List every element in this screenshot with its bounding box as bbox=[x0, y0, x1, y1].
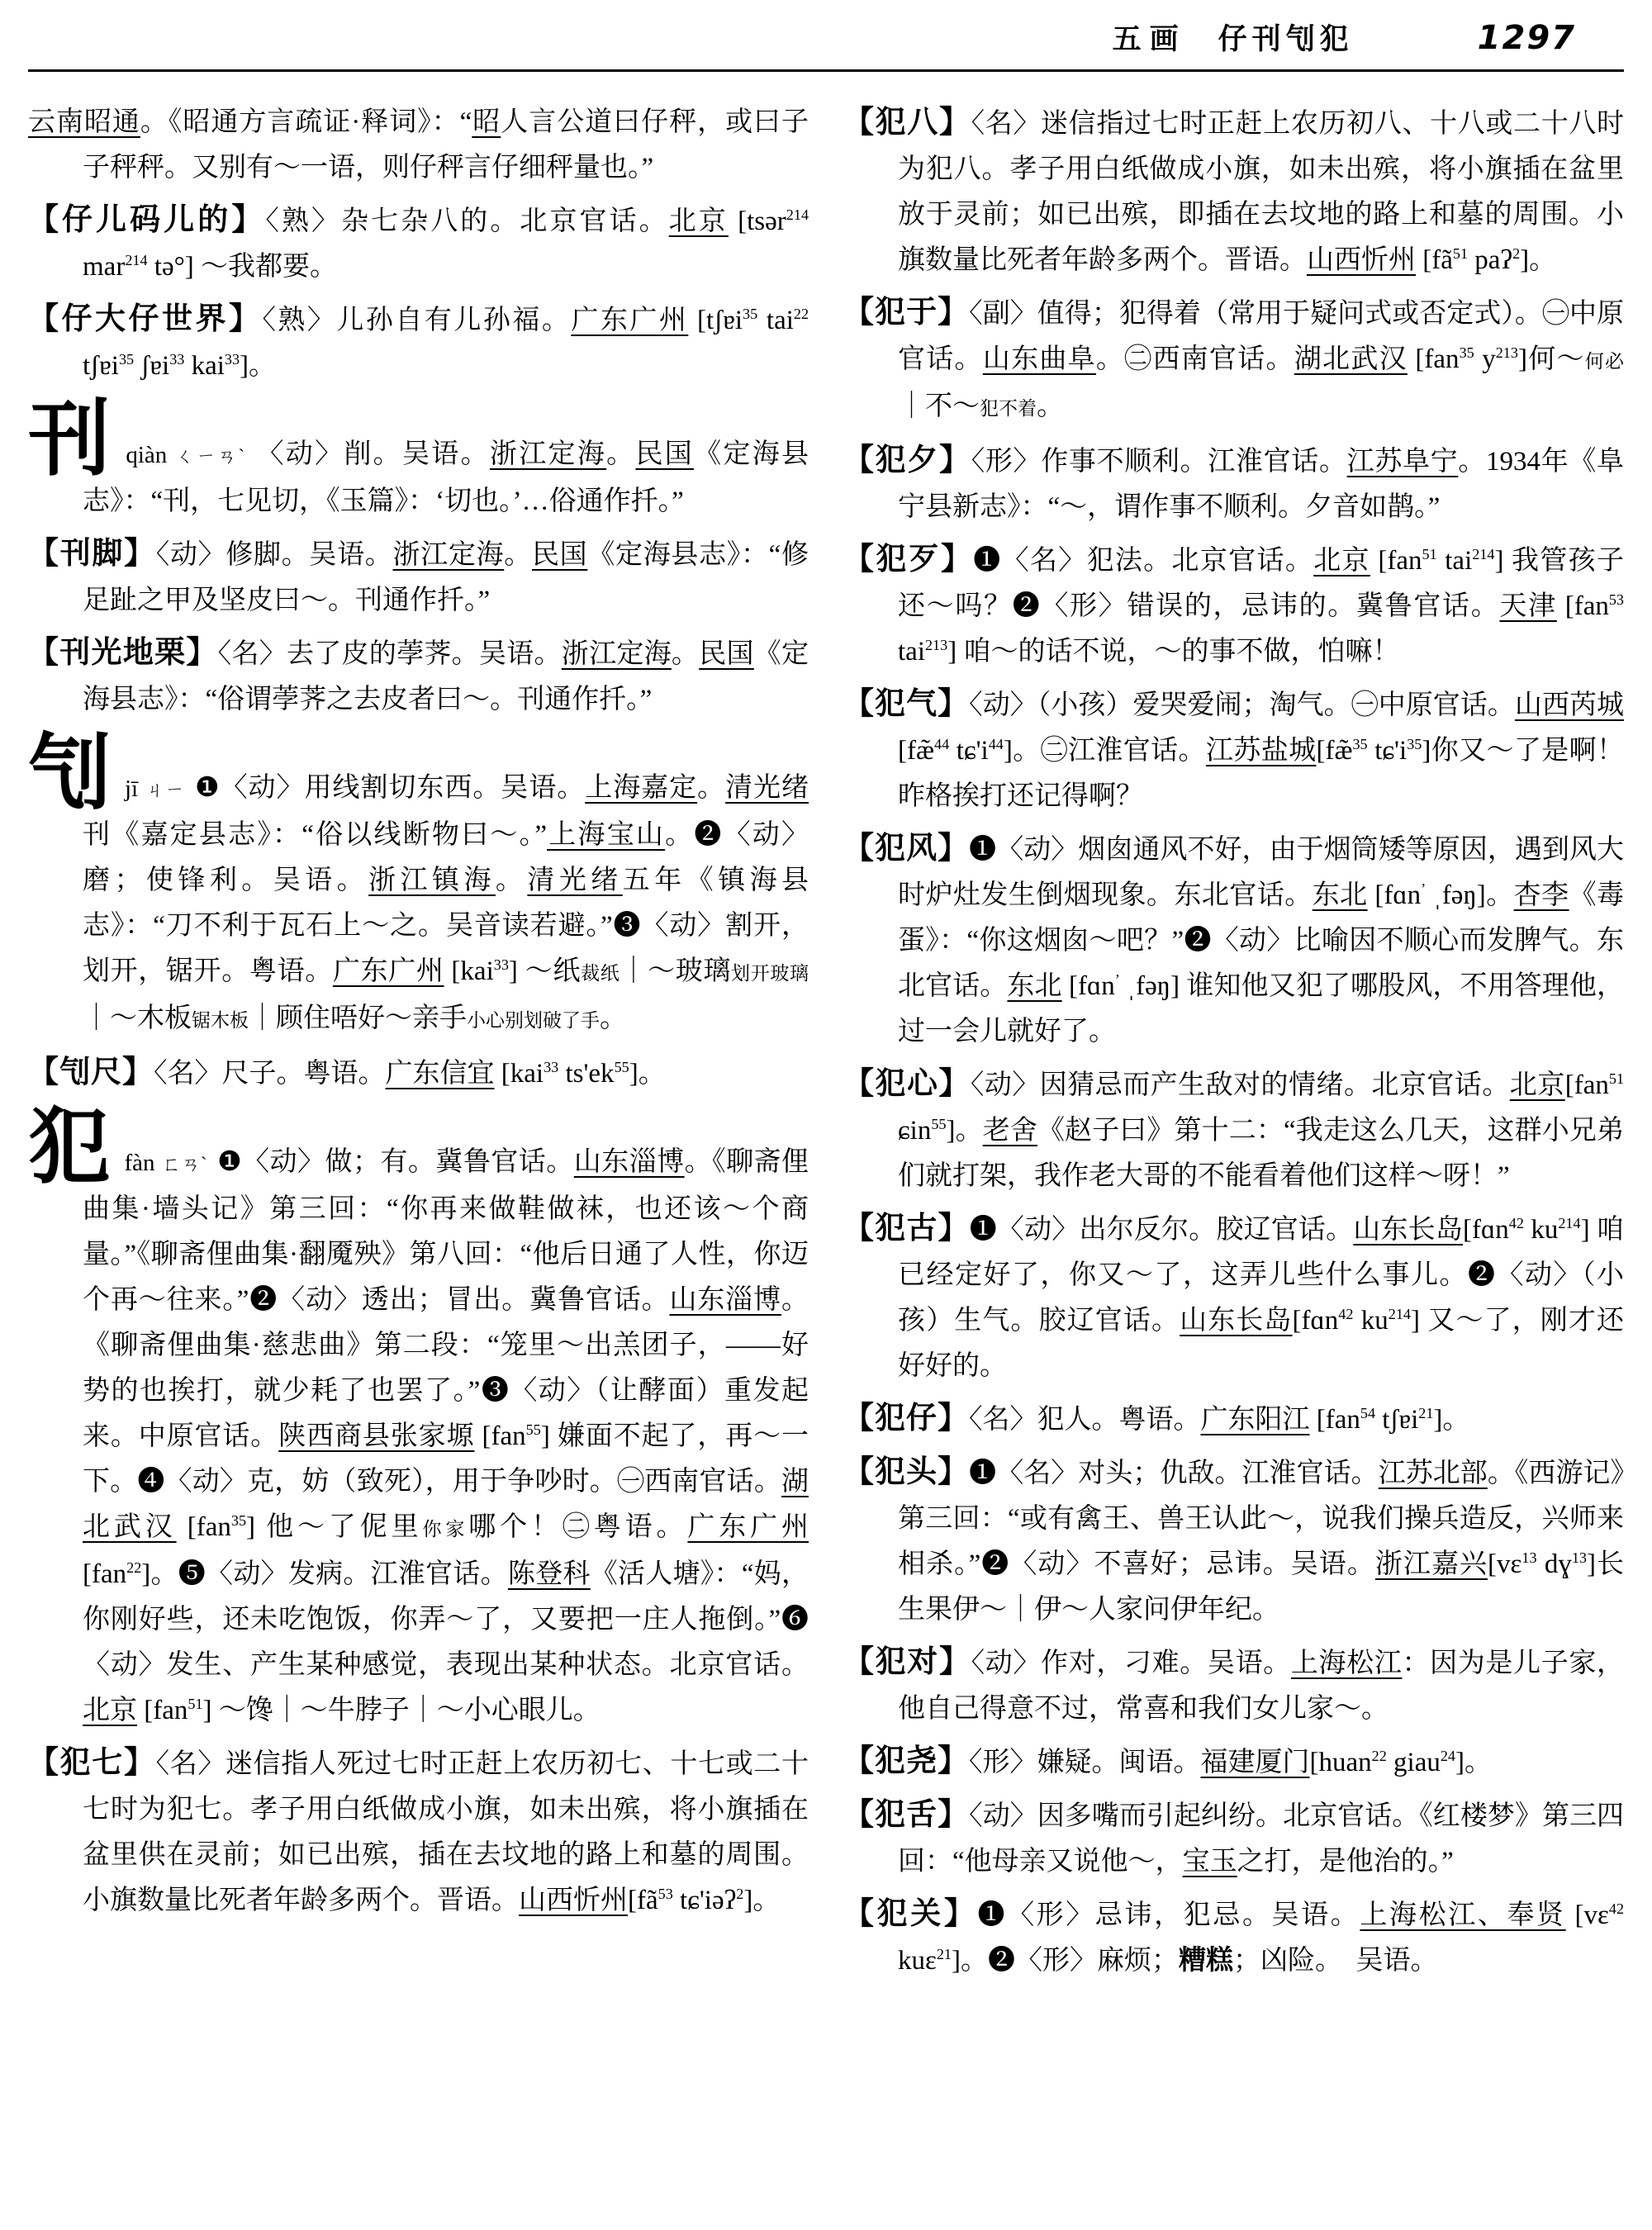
entry-body: 〈动〉（小孩）爱哭爱闹；淘气。㊀中原官话。山西芮城 [fæ̃$^{44}$ $tɕ'i^{44}$]。㊁江淮官话。江苏盐城[fæ̃$^{35}$ $tɕ'i^{35}$]你又～了是啊！昨格挨打还记得啊？ bbox=[898, 690, 1625, 811]
entry-headword: 【犯八】 bbox=[843, 106, 971, 140]
dict-entry bbox=[28, 1740, 809, 1924]
entry-body: 〈形〉作事不顺利。江淮官话。江苏阜宁。1934年《阜宁县新志》：“～，谓作事不顺利。夕音如鹊。” bbox=[898, 447, 1625, 522]
dict-entry bbox=[28, 630, 809, 723]
left-column bbox=[28, 100, 809, 1990]
entry-headword: 【犯七】 bbox=[28, 1746, 156, 1780]
entry-body: 〈动〉修脚。吴语。浙江定海。民国《定海县志》：“修足趾之甲及坚皮曰～。刊通作扦。” bbox=[83, 540, 809, 615]
entry-headword: 【犯心】 bbox=[843, 1067, 971, 1101]
entry-body: 〈熟〉儿孙自有儿孙福。广东广州 [tʃɐi$^{35}$ tai$^{22}$ tʃɐi$^{35}$ ʃɐi$^{33}$ kai$^{33}$]。 bbox=[83, 306, 809, 381]
dict-entry bbox=[843, 1739, 1624, 1786]
dict-entry bbox=[28, 531, 809, 624]
dict-entry bbox=[28, 1050, 809, 1097]
entry-headword: 【犯尧】 bbox=[843, 1744, 969, 1778]
entry-pinyin: jī bbox=[124, 776, 139, 802]
entry-character: 刊 bbox=[28, 394, 113, 486]
entry-body: ❶〈动〉做；有。冀鲁官话。山东淄博。《聊斋俚曲集·墙头记》第三回：“你再来做鞋做袜，也还该～个商量。”《聊斋俚曲集·翻魇殃》第八回：“他后日通了人性，你迈个再～往来。”❷〈动〉透出；冒出。冀鲁官话。山东淄博。《聊斋俚曲集·慈悲曲》第二段：“笼里～出羔团子，——好势的也挨打，就少耗了也罢了。”❸〈动〉（让酵面）重发起来。中原官话。陕西商县张家塬 [fan$^{55}$] 嫌面不起了，再～一下。❹〈动〉克，妨（致死），用于争吵时。㊀西南官话。湖北武汉 [fan$^{35}$] 他～了伲里你家哪个！㊁粤语。广东广州 [fan$^{22}$]。❺〈动〉发病。江淮官话。陈登科《活人塘》：“妈，你刚好些，还未吃饱饭，你弄～了，又要把一庄人拖倒。”❻〈动〉发生、产生某种感觉，表现出某种状态。北京官话。北京 [fan$^{51}$] ～馋｜～牛脖子｜～小心眼儿。 bbox=[83, 1147, 809, 1725]
dict-entry-character bbox=[28, 728, 809, 1043]
entry-body: 〈形〉嫌疑。闽语。福建厦门[huan$^{22}$ giau$^{24}$]。 bbox=[969, 1748, 1492, 1777]
entry-body: 〈名〉迷信指过七时正赶上农历初八、十八或二十八时为犯八。孝子用白纸做成小旗，如未出殡，将小旗插在盆里放于灵前；如已出殡，即插在去坟地的路上和墓的周围。小旗数量比死者年龄多两个。晋语。山西忻州 [$fã^{51}$ paʔ$^2$]。 bbox=[898, 109, 1625, 275]
dict-entry bbox=[843, 1396, 1624, 1443]
entry-headword: 【刊脚】 bbox=[28, 537, 156, 571]
entry-body: 〈名〉尺子。粤语。广东信宜 [kai$^{33}$ $ts'ek^{55}$]。 bbox=[154, 1059, 666, 1089]
entry-body: 〈动〉因猜忌而产生敌对的情绪。北京官话。北京[fan$^{51}$ ɕin$^{55}$]。老舍《赵子曰》第十二：“我走这么几天，这群小兄弟们就打架，我作老大哥的不能看着他们这样～呀！” bbox=[898, 1070, 1625, 1191]
entry-body: ❶〈形〉忌讳，犯忌。吴语。上海松江、奉贤 [vɛ$^{42}$ kuɛ$^{21}$]。❷〈形〉麻烦；糟糕；凶险。 吴语。 bbox=[898, 1900, 1625, 1976]
entry-body: ❶〈动〉出尔反尔。胶辽官话。山东长岛[fɑn$^{42}$ $ku^{214}$] 咱已经定好了，你又～了，这弄儿些什么事儿。❷〈动〉（小孩）生气。胶辽官话。山东长岛[fɑn$^{42}$ $ku^{214}$] 又～了，刚才还好好的。 bbox=[898, 1215, 1625, 1381]
entry-character: 犯 bbox=[28, 1102, 112, 1193]
entry-headword: 【仔儿码儿的】 bbox=[28, 203, 266, 237]
entry-headword: 【犯对】 bbox=[843, 1645, 971, 1679]
entry-body: 〈名〉迷信指人死过七时正赶上农历初七、十七或二十七时为犯七。孝子用白纸做成小旗，如未出殡，将小旗插在盆里供在灵前；如已出殡，插在去坟地的路上和墓的周围。小旗数量比死者年龄多两个。晋语。山西忻州[$fã^{53}$ tɕ'iəʔ$^2$]。 bbox=[83, 1749, 809, 1915]
page-header bbox=[28, 17, 1624, 58]
entry-headword: 【犯风】 bbox=[843, 832, 970, 866]
dict-entry bbox=[843, 290, 1624, 431]
header-entry-characters: 仔刊刏犯 bbox=[1218, 23, 1354, 55]
entry-headword: 【犯仔】 bbox=[843, 1402, 969, 1435]
header-rule bbox=[28, 69, 1624, 72]
entry-body: 〈名〉去了皮的荸荠。吴语。浙江定海。民国《定海县志》：“俗谓荸荠之去皮者曰～。刊通作扦。” bbox=[83, 639, 809, 714]
entry-headword: 【刊光地栗】 bbox=[28, 636, 218, 670]
entry-headword: 【犯于】 bbox=[843, 296, 970, 330]
entry-headword: 【犯气】 bbox=[843, 687, 970, 721]
entry-pinyin: fàn bbox=[124, 1150, 155, 1176]
entry-headword: 【仔大仔世界】 bbox=[28, 302, 263, 336]
entry-body: 〈熟〉杂七杂八的。北京官话。北京 [tsər$^{214}$ mar$^{214}$ tə°] ～我都要。 bbox=[83, 206, 809, 282]
entry-body: 〈动〉因多嘴而引起纠纷。北京官话。《红楼梦》第三四回：“他母亲又说他～，宝玉之打，是他治的。” bbox=[898, 1801, 1625, 1877]
entry-body: ❶〈动〉用线割切东西。吴语。上海嘉定。清光绪刊《嘉定县志》：“俗以线断物曰～。”上海宝山。❷〈动〉磨；使锋利。吴语。浙江镇海。清光绪五年《镇海县志》：“刀不利于瓦石上～之。吴音读若避。”❸〈动〉割开，划开，锯开。粤语。广东广州 [kai$^{33}$] ～纸裁纸｜～玻璃划开玻璃｜～木板锯木板｜顾住唔好～亲手小心别划破了手。 bbox=[83, 773, 809, 1033]
dict-entry bbox=[28, 297, 809, 389]
entry-body: 云南昭通。《昭通方言疏证·释词》：“昭人言公道曰仔秤，或曰子子秤秤。又别有～一语，则仔秤言仔细秤量也。” bbox=[28, 107, 809, 183]
dict-entry bbox=[843, 438, 1624, 530]
entry-headword: 【犯夕】 bbox=[843, 444, 971, 477]
stroke-section-label: 五画 bbox=[1112, 23, 1187, 55]
dict-entry bbox=[843, 1891, 1624, 1984]
entry-body: 〈名〉犯人。粤语。广东阳江 [fan$^{54}$ tʃɐi$^{21}$]。 bbox=[969, 1405, 1470, 1435]
dict-entry bbox=[843, 100, 1624, 283]
entry-headword: 【犯歹】 bbox=[843, 543, 974, 576]
entry-zhuyin: ㄐㄧ bbox=[145, 780, 186, 800]
entry-zhuyin: ㄑㄧㄢˋ bbox=[173, 446, 247, 467]
dict-entry-character bbox=[28, 1102, 809, 1734]
entry-headword: 【犯古】 bbox=[843, 1212, 970, 1245]
page-number: 1297 bbox=[1477, 19, 1576, 57]
entry-body: 〈动〉作对，刁难。吴语。上海松江：因为是儿子家，他自己得意不过，常喜和我们女儿家～。 bbox=[898, 1649, 1625, 1724]
dict-entry bbox=[843, 1206, 1624, 1389]
dict-entry bbox=[843, 1639, 1624, 1732]
entry-headword: 【犯关】 bbox=[843, 1897, 978, 1931]
dict-entry bbox=[843, 681, 1624, 819]
entry-character: 刏 bbox=[28, 728, 112, 819]
entry-body: ❶〈名〉犯法。北京官话。北京 [fan$^{51}$ tai$^{214}$] 我管孩子还～吗？❷〈形〉错误的，忌讳的。冀鲁官话。天津 [fan$^{53}$ tai$^{213}$] 咱～的话不说，～的事不做，怕嘛！ bbox=[898, 546, 1625, 667]
entry-headword: 【刏尺】 bbox=[28, 1056, 154, 1089]
entry-pinyin: qiàn bbox=[126, 442, 168, 468]
text-columns bbox=[28, 100, 1624, 1990]
dict-entry bbox=[843, 826, 1624, 1055]
entry-headword: 【犯头】 bbox=[843, 1455, 970, 1489]
right-column bbox=[843, 100, 1624, 1990]
dict-entry bbox=[28, 197, 809, 290]
dict-entry-continuation bbox=[28, 100, 809, 191]
dict-entry bbox=[843, 1061, 1624, 1199]
entry-headword: 【犯舌】 bbox=[843, 1798, 970, 1832]
entry-body: 〈副〉值得；犯得着（常用于疑问式或否定式）。㊀中原官话。山东曲阜。㊁西南官话。湖北武汉 [fan$^{35}$ $y^{213}$]何～何必｜不～犯不着。 bbox=[898, 299, 1625, 421]
entry-zhuyin: ㄈㄢˋ bbox=[161, 1154, 208, 1174]
entry-body: ❶〈动〉烟囱通风不好，由于烟筒矮等原因，遇到风大时炉灶发生倒烟现象。东北官话。东北 [fɑn$^ʼ$ ˌfəŋ]。杏李《毒蛋》：“你这烟囱～吧？”❷〈动〉比喻因不顺心而发脾气。东北官话。东北 [fɑn$^ʼ$ ˌfəŋ] 谁知他又犯了哪股风，不用答理他，过一会儿就好了。 bbox=[898, 835, 1625, 1046]
dict-entry bbox=[843, 537, 1624, 675]
entry-body: ❶〈名〉对头；仇敌。江淮官话。江苏北部。《西游记》第三回：“或有禽王、兽王认此～，说我们操兵造反，兴师来相杀。”❷〈动〉不喜好；忌讳。吴语。浙江嘉兴[vɛ$^{13}$ dɣ$^{13}$]长生果伊～｜伊～人家问伊年纪。 bbox=[898, 1459, 1625, 1625]
dict-entry bbox=[843, 1792, 1624, 1885]
dict-entry bbox=[843, 1450, 1624, 1633]
dict-entry-character bbox=[28, 394, 809, 524]
entry-body: 〈动〉削。吴语。浙江定海。民国《定海县志》：“刊，七见切，《玉篇》：‘切也。’…俗通作扦。” bbox=[83, 439, 809, 516]
